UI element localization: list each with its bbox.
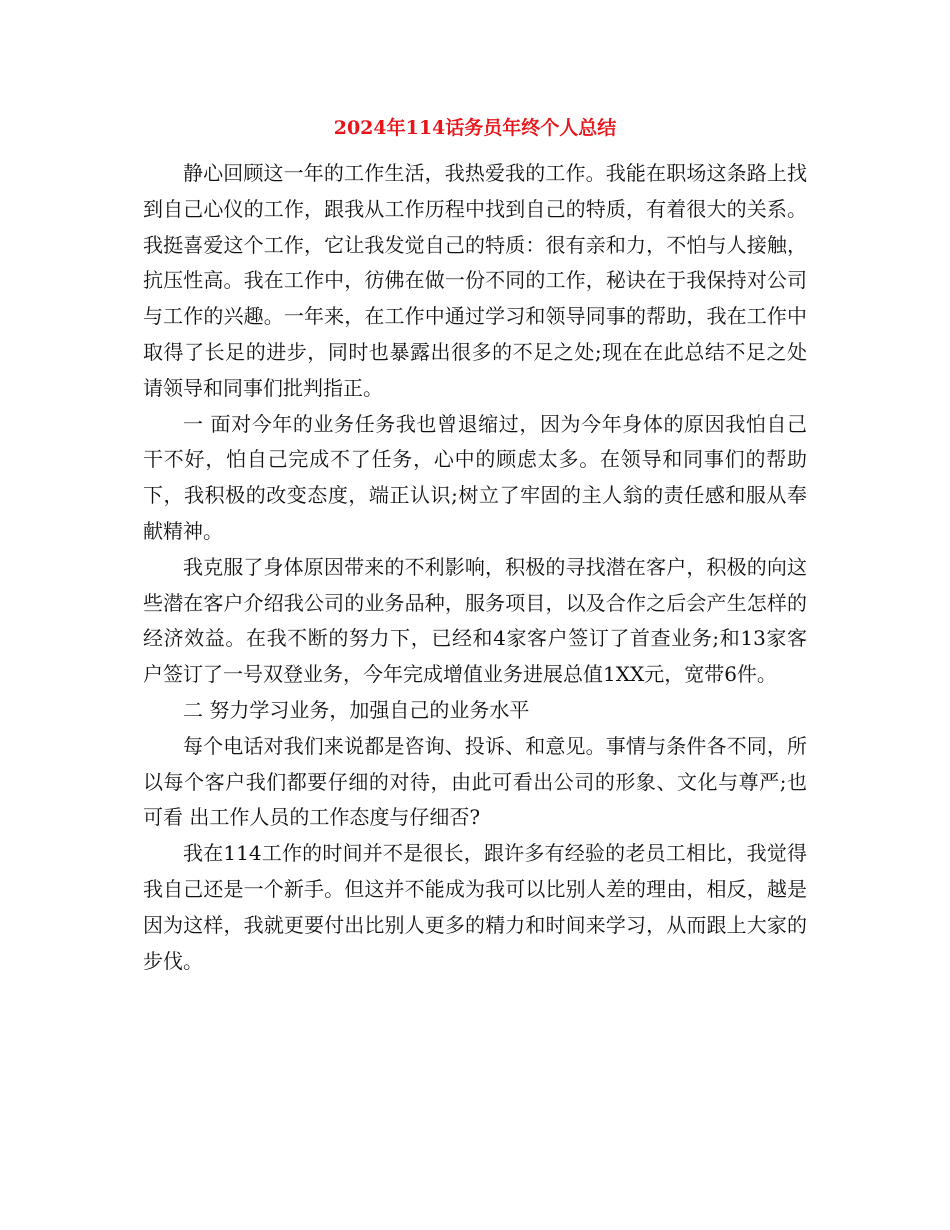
document-body xyxy=(143,156,807,979)
paragraph-phone-calls: 每个电话对我们来说都是咨询、投诉、和意见。事情与条件各不同，所以每个客户我们都要仔细的对待，由此可看出公司的形象、文化与尊严;也可看 出工作人员的工作态度与仔细否? xyxy=(143,733,807,830)
section-two-heading: 二 努力学习业务，加强自己的业务水平 xyxy=(183,697,530,722)
paragraph-intro: 静心回顾这一年的工作生活，我热爱我的工作。我能在职场这条路上找到自己心仪的工作，跟我从工作历程中找到自己的特质，有着很大的关系。我挺喜爱这个工作，它让我发觉自己的特质：很有亲和力，不怕与人接触，抗压性高。我在工作中，彷佛在做一份不同的工作，秘诀在于我保持对公司与工作的兴趣。一年来，在工作中通过学习和领导同事的帮助，我在工作中取得了长足的进步，同时也暴露出很多的不足之处;现在在此总结不足之处请领导和同事们批判指正。 xyxy=(143,161,807,400)
paragraph-section-one: 一 面对今年的业务任务我也曾退缩过，因为今年身体的原因我怕自己干不好，怕自己完成不了任务，心中的顾虑太多。在领导和同事们的帮助下，我积极的改变态度，端正认识;树立了牢固的主人翁的责任感和服从奉献精神。 xyxy=(143,411,807,543)
document-title: 2024年114话务员年终个人总结 xyxy=(333,117,617,139)
paragraph-achievements: 我克服了身体原因带来的不利影响，积极的寻找潜在客户，积极的向这些潜在客户介绍我公司的业务品种，服务项目，以及合作之后会产生怎样的经济效益。在我不断的努力下，已经和4家客户签订了首查业务;和13家客户签订了一号双登业务，今年完成增值业务进展总值1XX元，宽带6件。 xyxy=(143,554,807,687)
paragraph-learning: 我在114工作的时间并不是很长，跟许多有经验的老员工相比，我觉得我自己还是一个新手。但这并不能成为我可以比别人差的理由，相反，越是因为这样，我就更要付出比别人更多的精力和时间来学习，从而跟上大家的步伐。 xyxy=(143,841,807,973)
